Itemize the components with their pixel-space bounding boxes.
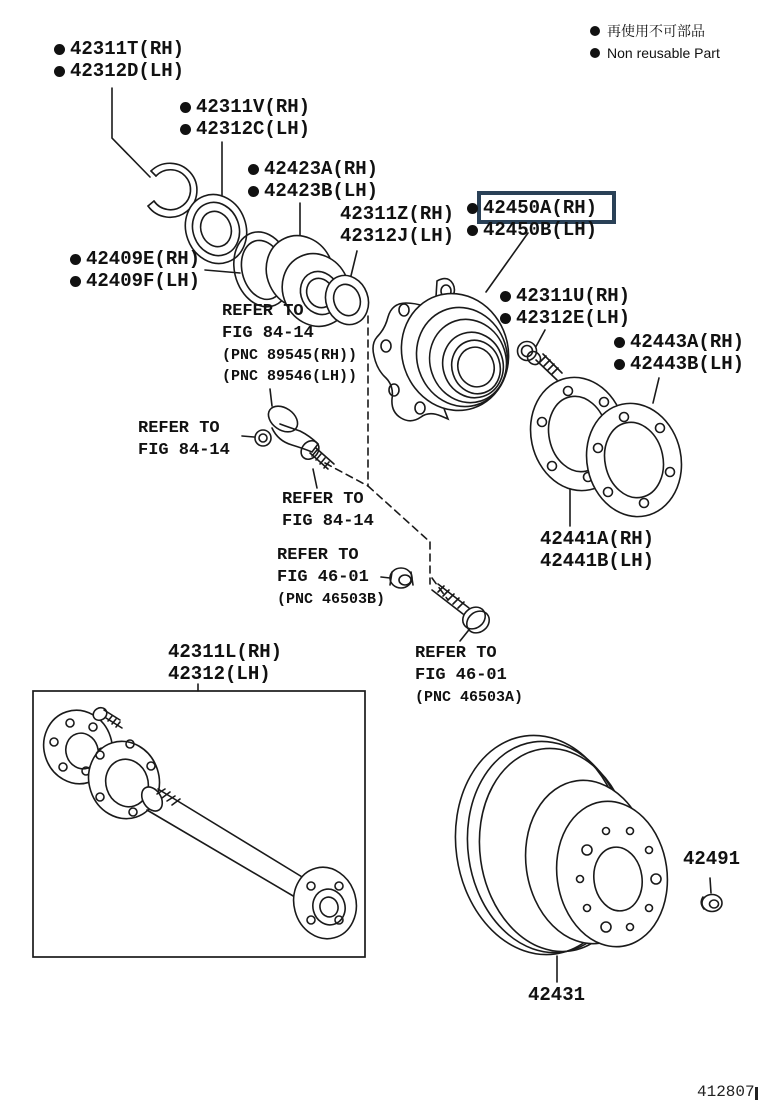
part-number: 42423B(LH) xyxy=(264,180,379,202)
part-number: 42441B(LH) xyxy=(540,550,655,572)
part-number: 42311L(RH) xyxy=(168,641,283,663)
non-reusable-bullet-icon xyxy=(467,225,478,236)
part-label-42311U[interactable] xyxy=(500,285,630,329)
part-number: 42312J(LH) xyxy=(340,225,455,247)
part-number: 42491 xyxy=(683,848,741,870)
part-number: 42431 xyxy=(528,984,586,1006)
part-number: 42311V(RH) xyxy=(196,96,311,118)
part-number: 42311Z(RH) xyxy=(340,203,455,225)
brake-rotor-drawing[interactable] xyxy=(442,724,677,965)
legend-text-jp: 再使用不可部品 xyxy=(607,23,705,39)
part-label-42441A[interactable] xyxy=(540,528,654,572)
plug-drawing[interactable] xyxy=(701,895,722,912)
non-reusable-bullet-icon xyxy=(590,48,600,58)
part-number: 42450A(RH) xyxy=(483,197,598,219)
part-label-42450A-selected[interactable] xyxy=(467,197,597,241)
legend-text-en: Non reusable Part xyxy=(607,45,720,61)
speed-sensor-drawing[interactable] xyxy=(255,401,334,469)
part-number: 42409F(LH) xyxy=(86,270,201,292)
part-number: 42423A(RH) xyxy=(264,158,379,180)
note-refer-fig84-14-clip: REFER TO FIG 84-14 xyxy=(138,419,230,460)
part-label-42409E[interactable] xyxy=(70,248,200,292)
part-number: 42312(LH) xyxy=(168,663,271,685)
non-reusable-bullet-icon xyxy=(54,44,65,55)
non-reusable-bullet-icon xyxy=(180,124,191,135)
non-reusable-bullet-icon xyxy=(614,337,625,348)
part-number: 42311T(RH) xyxy=(70,38,185,60)
non-reusable-bullet-icon xyxy=(500,313,511,324)
doc-number: 412807 xyxy=(697,1083,755,1101)
non-reusable-bullet-icon xyxy=(54,66,65,77)
part-number: 42312C(LH) xyxy=(196,118,311,140)
part-label-42443A[interactable] xyxy=(614,331,744,375)
note-refer-fig46-01-nut: REFER TO FIG 46-01 (PNC 46503B) xyxy=(277,546,386,608)
part-label-42311V[interactable] xyxy=(180,96,310,140)
part-number: 42443B(LH) xyxy=(630,353,745,375)
non-reusable-bullet-icon xyxy=(70,276,81,287)
non-reusable-bullet-icon xyxy=(467,203,478,214)
note-refer-fig84-14-bolt: REFER TO FIG 84-14 xyxy=(282,490,374,531)
nut-drawing[interactable] xyxy=(390,568,413,588)
part-label-42431[interactable] xyxy=(528,984,585,1006)
non-reusable-bullet-icon xyxy=(248,164,259,175)
doc-number-cut-glyph xyxy=(755,1087,758,1100)
note-refer-fig46-01-bolt: REFER TO FIG 46-01 (PNC 46503A) xyxy=(415,644,524,706)
non-reusable-bullet-icon xyxy=(500,291,511,302)
part-label-42311L[interactable] xyxy=(168,641,282,685)
hub-bolt-drawing[interactable] xyxy=(518,342,563,381)
legend xyxy=(590,20,720,64)
non-reusable-bullet-icon xyxy=(70,254,81,265)
non-reusable-bullet-icon xyxy=(614,359,625,370)
part-number: 42312D(LH) xyxy=(70,60,185,82)
part-label-42491[interactable] xyxy=(683,848,740,870)
part-label-42311T[interactable] xyxy=(54,38,184,82)
non-reusable-bullet-icon xyxy=(590,26,600,36)
part-label-42311Z[interactable] xyxy=(340,203,454,247)
part-label-42423A[interactable] xyxy=(248,158,378,202)
part-number: 42441A(RH) xyxy=(540,528,655,550)
part-number: 42409E(RH) xyxy=(86,248,201,270)
part-number: 42443A(RH) xyxy=(630,331,745,353)
axle-shaft-assembly-drawing[interactable] xyxy=(33,691,365,957)
legend-row-en xyxy=(590,42,720,64)
part-number: 42312E(LH) xyxy=(516,307,631,329)
note-refer-fig84-14-sensor: REFER TO FIG 84-14 (PNC 89545(RH)) (PNC 89546(LH)) xyxy=(222,302,358,385)
non-reusable-bullet-icon xyxy=(180,102,191,113)
part-number: 42450B(LH) xyxy=(483,219,598,241)
non-reusable-bullet-icon xyxy=(248,186,259,197)
legend-row-jp xyxy=(590,20,720,42)
part-number: 42311U(RH) xyxy=(516,285,631,307)
